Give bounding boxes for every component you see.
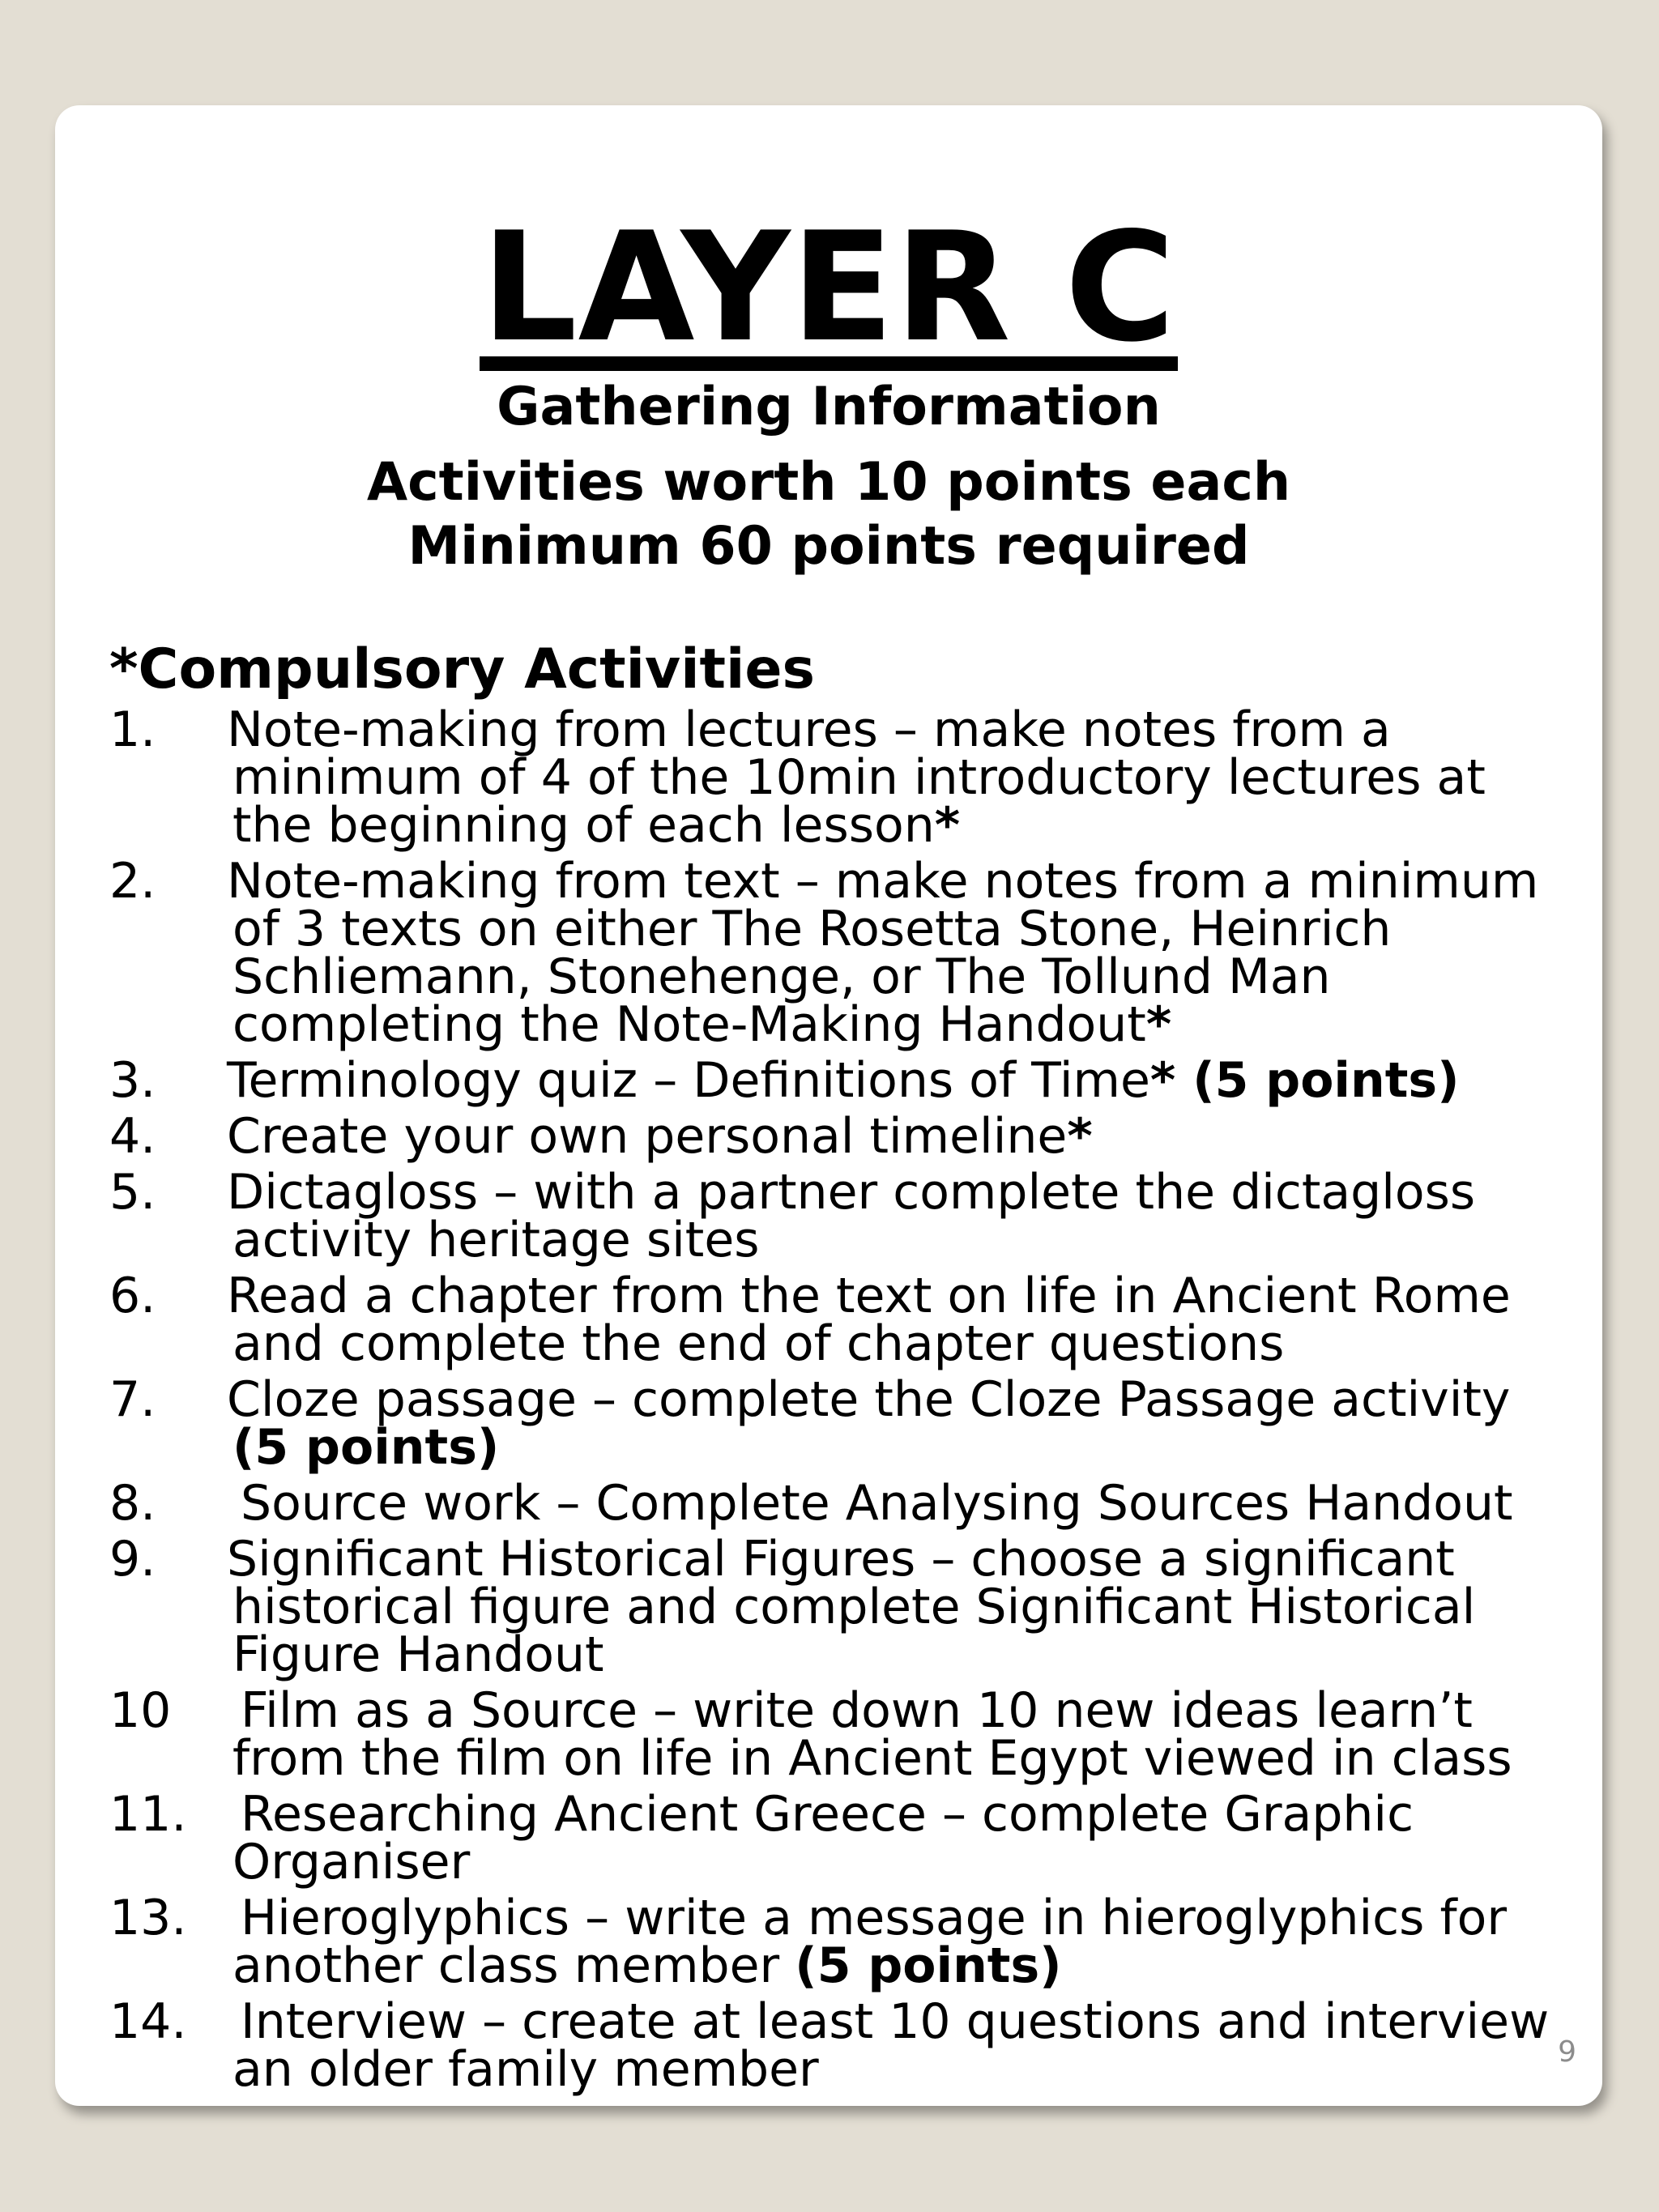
item-text: Researching Ancient Greece – complete Graphic Organiser: [232, 1786, 1414, 1890]
list-item: [109, 1475, 1567, 1532]
item-text: Dictagloss – with a partner complete the dictagloss activity heritage sites: [227, 1164, 1476, 1268]
list-item: [109, 1993, 1567, 2098]
item-number: 6.: [109, 1268, 156, 1324]
item-number: 2.: [109, 853, 156, 910]
list-item: [109, 853, 1567, 1053]
item-number: 7.: [109, 1371, 156, 1428]
list-item: [109, 1371, 1567, 1476]
slide-title: LAYER C: [481, 199, 1176, 375]
section-heading: *Compulsory Activities: [109, 637, 815, 701]
slide-subtitle: Gathering Information: [497, 377, 1161, 437]
item-text: Create your own personal timeline*: [227, 1108, 1093, 1165]
item-number: 10: [109, 1682, 172, 1739]
list-item: [109, 1890, 1567, 1994]
item-number: 11.: [109, 1786, 187, 1843]
item-text: Read a chapter from the text on life in Ancient Rome and complete the end of chapter questions: [227, 1268, 1511, 1372]
activity-list: [109, 701, 1567, 2102]
page-number: 9: [1558, 2035, 1576, 2069]
list-item: [109, 1268, 1567, 1372]
item-number: 14.: [109, 1993, 187, 2050]
item-text: Interview – create at least 10 questions and interview an older family member: [232, 1993, 1550, 2098]
minimum-points-line: Minimum 60 points required: [407, 516, 1250, 577]
item-number: 1.: [109, 701, 156, 758]
list-item: [109, 1786, 1567, 1890]
item-number: 5.: [109, 1164, 156, 1221]
list-item: [109, 1164, 1567, 1268]
item-number: 13.: [109, 1890, 187, 1946]
item-number: 8.: [109, 1475, 156, 1532]
item-text: Film as a Source – write down 10 new ideas learn’t from the film on life in Ancient Egypt viewed in class: [232, 1682, 1512, 1787]
item-text: Note-making from text – make notes from a minimum of 3 texts on either The Rosetta Stone, Heinrich Schliemann, Stonehenge, or The Tollund Man completing the Note-Making Handout*: [227, 853, 1539, 1053]
item-number: 3.: [109, 1052, 156, 1109]
item-number: 9.: [109, 1531, 156, 1588]
list-item: [109, 1108, 1567, 1165]
list-item: [109, 1531, 1567, 1683]
item-text: Hieroglyphics – write a message in hieroglyphics for another class member (5 points): [232, 1890, 1507, 1994]
points-info-line: Activities worth 10 points each: [366, 452, 1291, 513]
item-text: Note-making from lectures – make notes from a minimum of 4 of the 10min introductory lectures at the beginning of each lesson*: [227, 701, 1486, 854]
list-item: [109, 1682, 1567, 1787]
item-text: Source work – Complete Analysing Sources Handout: [241, 1475, 1513, 1532]
list-item: [109, 701, 1567, 854]
item-text: Terminology quiz – Definitions of Time* (5 points): [227, 1052, 1460, 1109]
item-text: Cloze passage – complete the Cloze Passage activity (5 points): [227, 1371, 1511, 1476]
item-number: 4.: [109, 1108, 156, 1165]
list-item: [109, 1052, 1567, 1109]
slide-card: [55, 105, 1602, 2106]
item-text: Significant Historical Figures – choose a significant historical figure and complete Significant Historical Figure Handout: [227, 1531, 1476, 1683]
